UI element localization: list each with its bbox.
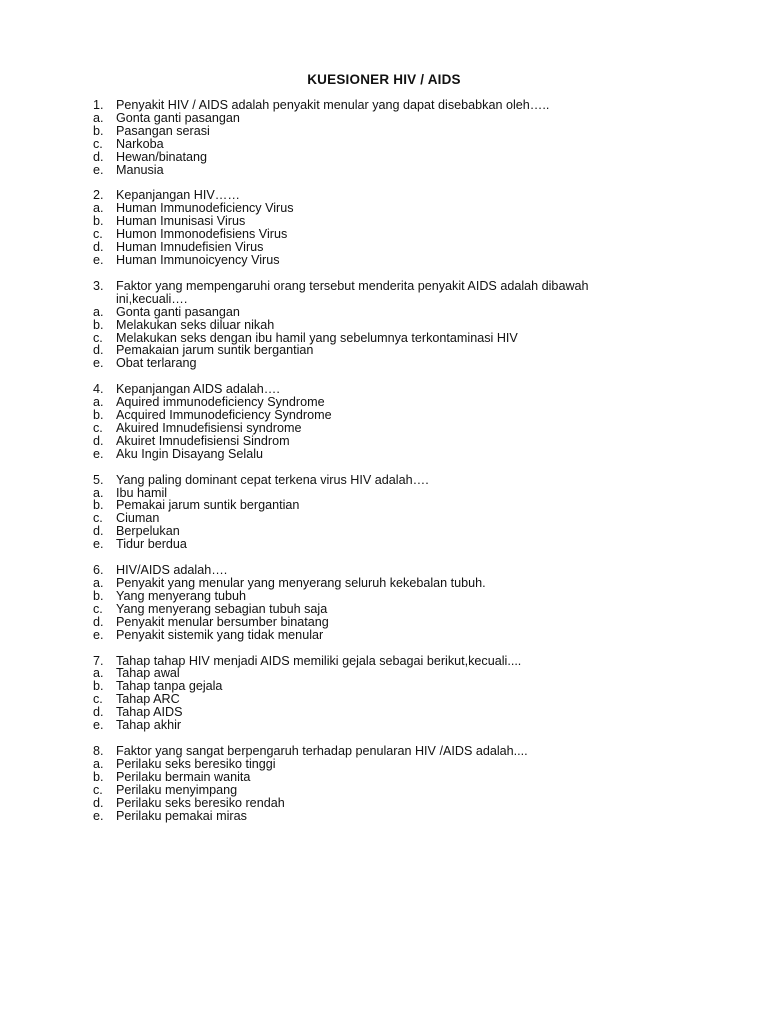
option-text: Tahap tanpa gejala [116,679,223,694]
answer-option [93,758,653,771]
option-text: Berpelukan [116,524,180,539]
option-text: Human Imunisasi Virus [116,214,246,229]
option-letter: b. [93,588,104,603]
answer-option [93,319,653,332]
question-block [93,280,653,370]
question-list [93,99,653,835]
question-row [93,280,653,306]
question-text: Yang paling dominant cepat terkena virus HIV adalah…. [116,472,429,487]
option-letter: e. [93,446,104,461]
question-number: 6. [93,563,104,578]
option-letter: e. [93,252,104,267]
option-letter: e. [93,537,104,552]
option-letter: d. [93,795,104,810]
option-text: Humon Immonodefisiens Virus [116,227,288,242]
option-text: Penyakit sistemik yang tidak menular [116,627,324,642]
option-text: Aquired immunodeficiency Syndrome [116,395,325,410]
question-block [93,655,653,732]
option-text: Perilaku menyimpang [116,782,238,797]
question-number: 8. [93,743,104,758]
option-text: Akuired Imnudefisiensi syndrome [116,420,302,435]
option-letter: d. [93,614,104,629]
option-letter: e. [93,627,104,642]
option-text: Yang menyerang sebagian tubuh saja [116,601,328,616]
question-row [93,745,653,758]
question-number: 5. [93,472,104,487]
option-letter: b. [93,498,104,513]
option-letter: c. [93,511,103,526]
question-text: Tahap tahap HIV menjadi AIDS memiliki gejala sebagai berikut,kecuali.... [116,653,522,668]
option-text: Human Immunodeficiency Virus [116,201,294,216]
question-text: Penyakit HIV / AIDS adalah penyakit menular yang dapat disebabkan oleh….. [116,98,550,112]
option-text: Acquired Immunodeficiency Syndrome [116,408,332,423]
option-text: Tahap akhir [116,718,182,733]
question-number: 4. [93,382,104,397]
question-block [93,564,653,641]
option-letter: a. [93,110,104,125]
answer-option [93,784,653,797]
option-letter: d. [93,705,104,720]
page-title: KUESIONER HIV / AIDS [307,72,461,87]
option-text: Gonta ganti pasangan [116,304,240,319]
option-text: Akuiret Imnudefisiensi Sindrom [116,433,290,448]
answer-option [93,629,653,642]
option-text: Perilaku pemakai miras [116,808,247,823]
question-number: 1. [93,98,104,112]
question-row [93,474,653,487]
option-text: Ibu hamil [116,485,168,500]
option-text: Narkoba [116,136,164,151]
option-letter: a. [93,485,104,500]
option-letter: c. [93,692,103,707]
answer-option [93,125,653,138]
option-text: Obat terlarang [116,356,197,371]
question-block [93,474,653,551]
answer-option [93,306,653,319]
question-row [93,99,653,112]
option-letter: b. [93,123,104,138]
option-text: Tahap awal [116,666,180,681]
option-letter: a. [93,756,104,771]
option-letter: a. [93,666,104,681]
answer-option [93,771,653,784]
answer-option [93,590,653,603]
option-letter: c. [93,782,103,797]
option-letter: b. [93,679,104,694]
option-text: Pasangan serasi [116,123,210,138]
option-text: Gonta ganti pasangan [116,110,240,125]
option-text: Pemakaian jarum suntik bergantian [116,343,314,358]
option-letter: c. [93,330,103,345]
option-letter: a. [93,395,104,410]
answer-option [93,577,653,590]
option-text: Ciuman [116,511,160,526]
option-text: Perilaku seks beresiko tinggi [116,756,276,771]
answer-option [93,719,653,732]
answer-option [93,603,653,616]
question-text: Kepanjangan HIV…… [116,188,240,203]
option-letter: a. [93,576,104,590]
option-letter: d. [93,433,104,448]
question-number: 7. [93,653,104,668]
option-text: Tahap ARC [116,692,180,707]
answer-option [93,435,653,448]
option-text: Penyakit yang menular yang menyerang seluruh kekebalan tubuh. [116,576,486,590]
option-letter: e. [93,162,104,177]
question-block [93,745,653,822]
question-text: Faktor yang mempengaruhi orang tersebut menderita penyakit AIDS adalah dibawah ini,kecuali…. [116,278,589,306]
option-letter: e. [93,356,104,371]
question-text: Faktor yang sangat berpengaruh terhadap penularan HIV /AIDS adalah.... [116,743,528,758]
option-text: Manusia [116,162,164,177]
question-text: Kepanjangan AIDS adalah…. [116,382,280,397]
answer-option [93,164,653,177]
option-letter: c. [93,227,103,242]
answer-option [93,112,653,125]
option-letter: b. [93,769,104,784]
option-letter: a. [93,201,104,216]
answer-option [93,409,653,422]
option-text: Penyakit menular bersumber binatang [116,614,329,629]
option-letter: e. [93,808,104,823]
option-letter: c. [93,136,103,151]
question-number: 2. [93,188,104,203]
answer-option [93,499,653,512]
option-text: Melakukan seks dengan ibu hamil yang sebelumnya terkontaminasi HIV [116,330,518,345]
question-text: HIV/AIDS adalah…. [116,563,228,578]
answer-option [93,616,653,629]
question-block [93,383,653,460]
option-letter: d. [93,149,104,164]
option-letter: d. [93,524,104,539]
option-letter: b. [93,408,104,423]
option-text: Melakukan seks diluar nikah [116,317,275,332]
answer-option [93,254,653,267]
answer-option [93,138,653,151]
answer-option [93,151,653,164]
option-letter: d. [93,343,104,358]
option-letter: c. [93,601,103,616]
answer-option [93,538,653,551]
option-text: Human Imnudefisien Virus [116,240,264,255]
option-text: Tahap AIDS [116,705,183,720]
option-letter: b. [93,214,104,229]
answer-option [93,422,653,435]
option-text: Perilaku bermain wanita [116,769,251,784]
question-block [93,189,653,266]
answer-option [93,797,653,810]
answer-option [93,357,653,370]
option-letter: e. [93,718,104,733]
option-text: Tidur berdua [116,537,187,552]
option-text: Aku Ingin Disayang Selalu [116,446,264,461]
option-text: Hewan/binatang [116,149,208,164]
option-text: Yang menyerang tubuh [116,588,246,603]
option-letter: d. [93,240,104,255]
answer-option [93,810,653,823]
answer-option [93,448,653,461]
option-text: Pemakai jarum suntik bergantian [116,498,300,513]
question-number: 3. [93,278,104,293]
option-letter: a. [93,304,104,319]
option-text: Perilaku seks beresiko rendah [116,795,285,810]
option-letter: c. [93,420,103,435]
option-letter: b. [93,317,104,332]
option-text: Human Immunoicyency Virus [116,252,280,267]
question-block [93,99,653,176]
